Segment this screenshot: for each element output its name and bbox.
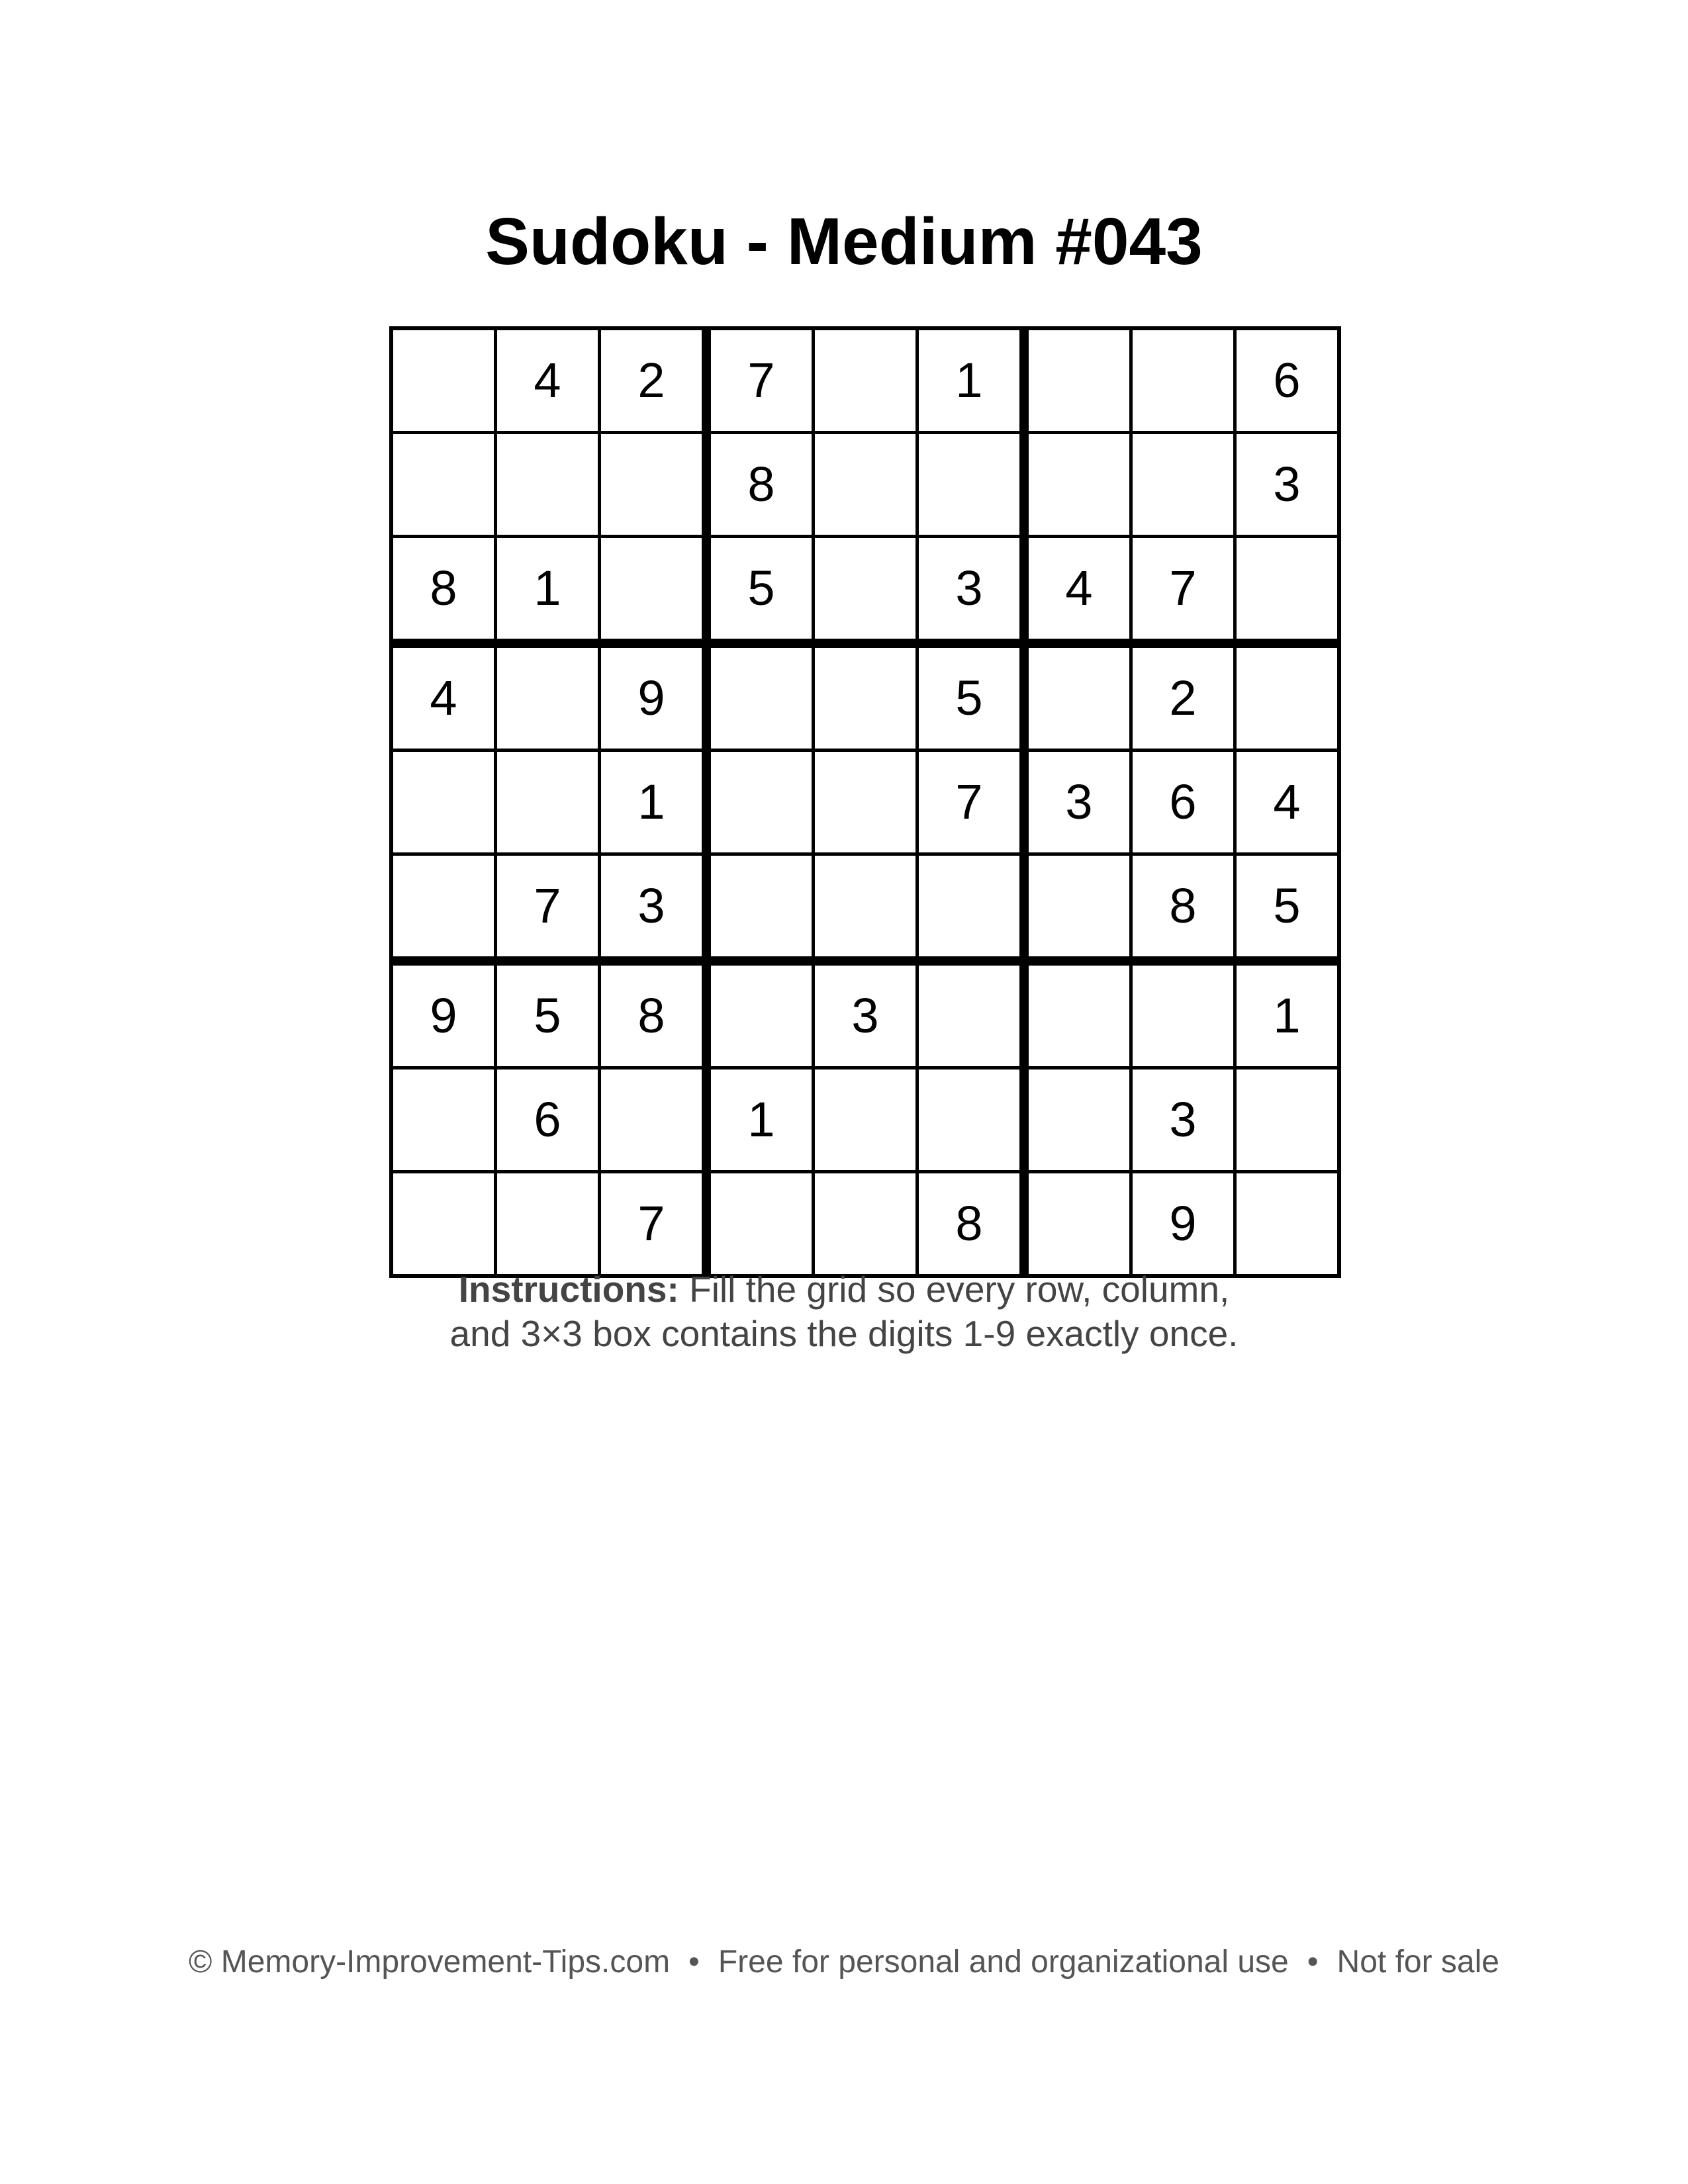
grid-cell[interactable] bbox=[1024, 854, 1131, 962]
instructions-line-1 bbox=[0, 1267, 1688, 1312]
grid-cell[interactable]: 5 bbox=[917, 643, 1025, 751]
grid-cell[interactable]: 6 bbox=[1235, 328, 1340, 433]
grid-cell[interactable]: 6 bbox=[1131, 751, 1235, 854]
grid-cell[interactable] bbox=[1024, 961, 1131, 1068]
grid-cell[interactable] bbox=[706, 854, 814, 962]
grid-cell[interactable]: 1 bbox=[1235, 961, 1340, 1068]
grid-cell[interactable]: 8 bbox=[917, 1172, 1025, 1277]
grid-cell[interactable]: 8 bbox=[1131, 854, 1235, 962]
sudoku-grid-body bbox=[391, 328, 1339, 1276]
grid-cell[interactable] bbox=[391, 1172, 496, 1277]
grid-cell[interactable] bbox=[600, 537, 707, 644]
grid-cell[interactable] bbox=[496, 643, 600, 751]
grid-cell[interactable]: 3 bbox=[600, 854, 707, 962]
grid-cell[interactable] bbox=[1235, 643, 1340, 751]
footer-copyright: © Memory-Improvement-Tips.com bbox=[189, 1944, 671, 1979]
grid-row bbox=[391, 1172, 1339, 1277]
grid-cell[interactable]: 1 bbox=[917, 328, 1025, 433]
grid-cell[interactable]: 5 bbox=[706, 537, 814, 644]
grid-cell[interactable]: 3 bbox=[1024, 751, 1131, 854]
grid-cell[interactable]: 5 bbox=[1235, 854, 1340, 962]
grid-cell[interactable] bbox=[814, 328, 917, 433]
grid-cell[interactable] bbox=[600, 433, 707, 537]
grid-cell[interactable] bbox=[917, 854, 1025, 962]
grid-cell[interactable] bbox=[1024, 1172, 1131, 1277]
grid-cell[interactable]: 1 bbox=[496, 537, 600, 644]
grid-row bbox=[391, 537, 1339, 644]
grid-cell[interactable]: 7 bbox=[600, 1172, 707, 1277]
grid-cell[interactable]: 7 bbox=[706, 328, 814, 433]
grid-cell[interactable] bbox=[1235, 537, 1340, 644]
grid-cell[interactable]: 4 bbox=[496, 328, 600, 433]
grid-cell[interactable] bbox=[1131, 328, 1235, 433]
grid-cell[interactable]: 3 bbox=[1235, 433, 1340, 537]
grid-row bbox=[391, 643, 1339, 751]
grid-cell[interactable]: 9 bbox=[391, 961, 496, 1068]
grid-cell[interactable] bbox=[706, 1172, 814, 1277]
grid-cell[interactable] bbox=[600, 1068, 707, 1172]
grid-cell[interactable]: 8 bbox=[706, 433, 814, 537]
grid-cell[interactable]: 3 bbox=[917, 537, 1025, 644]
grid-cell[interactable] bbox=[391, 328, 496, 433]
footer-separator: • bbox=[688, 1944, 700, 1979]
grid-cell[interactable] bbox=[917, 1068, 1025, 1172]
footer-license: Free for personal and organizational use bbox=[718, 1944, 1289, 1979]
grid-cell[interactable]: 4 bbox=[391, 643, 496, 751]
grid-cell[interactable] bbox=[917, 961, 1025, 1068]
grid-cell[interactable] bbox=[1235, 1172, 1340, 1277]
grid-cell[interactable] bbox=[706, 961, 814, 1068]
grid-cell[interactable]: 7 bbox=[917, 751, 1025, 854]
grid-cell[interactable]: 1 bbox=[600, 751, 707, 854]
grid-row bbox=[391, 854, 1339, 962]
grid-cell[interactable]: 4 bbox=[1024, 537, 1131, 644]
grid-cell[interactable] bbox=[1024, 1068, 1131, 1172]
grid-cell[interactable] bbox=[391, 854, 496, 962]
grid-cell[interactable]: 3 bbox=[1131, 1068, 1235, 1172]
grid-row bbox=[391, 961, 1339, 1068]
grid-cell[interactable]: 9 bbox=[600, 643, 707, 751]
grid-cell[interactable] bbox=[1024, 328, 1131, 433]
instructions-line-2: and 3×3 box contains the digits 1-9 exactly once. bbox=[449, 1313, 1239, 1354]
instructions bbox=[0, 1267, 1688, 1356]
grid-row bbox=[391, 1068, 1339, 1172]
grid-row bbox=[391, 328, 1339, 433]
instructions-text-1: Fill the grid so every row, column, bbox=[679, 1269, 1230, 1310]
instructions-label: Instructions: bbox=[458, 1269, 679, 1310]
grid-cell[interactable] bbox=[1235, 1068, 1340, 1172]
page-title: Sudoku - Medium #043 bbox=[485, 205, 1203, 279]
footer bbox=[0, 1942, 1688, 1982]
grid-cell[interactable] bbox=[1131, 433, 1235, 537]
grid-cell[interactable] bbox=[1024, 433, 1131, 537]
sudoku-grid bbox=[389, 326, 1341, 1278]
grid-cell[interactable] bbox=[496, 751, 600, 854]
grid-cell[interactable]: 7 bbox=[496, 854, 600, 962]
footer-separator: • bbox=[1307, 1944, 1319, 1979]
grid-cell[interactable] bbox=[814, 751, 917, 854]
grid-cell[interactable]: 5 bbox=[496, 961, 600, 1068]
grid-cell[interactable]: 8 bbox=[600, 961, 707, 1068]
grid-cell[interactable] bbox=[496, 1172, 600, 1277]
grid-cell[interactable] bbox=[391, 751, 496, 854]
grid-cell[interactable] bbox=[706, 751, 814, 854]
grid-cell[interactable] bbox=[391, 433, 496, 537]
grid-cell[interactable]: 2 bbox=[1131, 643, 1235, 751]
grid-cell[interactable]: 6 bbox=[496, 1068, 600, 1172]
grid-cell[interactable]: 9 bbox=[1131, 1172, 1235, 1277]
footer-notice: Not for sale bbox=[1336, 1944, 1499, 1979]
grid-cell[interactable] bbox=[1131, 961, 1235, 1068]
grid-cell[interactable] bbox=[706, 643, 814, 751]
grid-cell[interactable] bbox=[814, 433, 917, 537]
grid-row bbox=[391, 751, 1339, 854]
grid-cell[interactable]: 2 bbox=[600, 328, 707, 433]
grid-cell[interactable] bbox=[814, 537, 917, 644]
grid-cell[interactable] bbox=[814, 1068, 917, 1172]
grid-row bbox=[391, 433, 1339, 537]
grid-cell[interactable] bbox=[814, 854, 917, 962]
grid-cell[interactable]: 1 bbox=[706, 1068, 814, 1172]
grid-cell[interactable] bbox=[496, 433, 600, 537]
grid-cell[interactable] bbox=[814, 1172, 917, 1277]
grid-cell[interactable] bbox=[391, 1068, 496, 1172]
grid-cell[interactable] bbox=[917, 433, 1025, 537]
grid-cell[interactable] bbox=[1024, 643, 1131, 751]
grid-cell[interactable]: 7 bbox=[1131, 537, 1235, 644]
grid-cell[interactable]: 3 bbox=[814, 961, 917, 1068]
grid-cell[interactable] bbox=[814, 643, 917, 751]
grid-cell[interactable]: 4 bbox=[1235, 751, 1340, 854]
grid-cell[interactable]: 8 bbox=[391, 537, 496, 644]
